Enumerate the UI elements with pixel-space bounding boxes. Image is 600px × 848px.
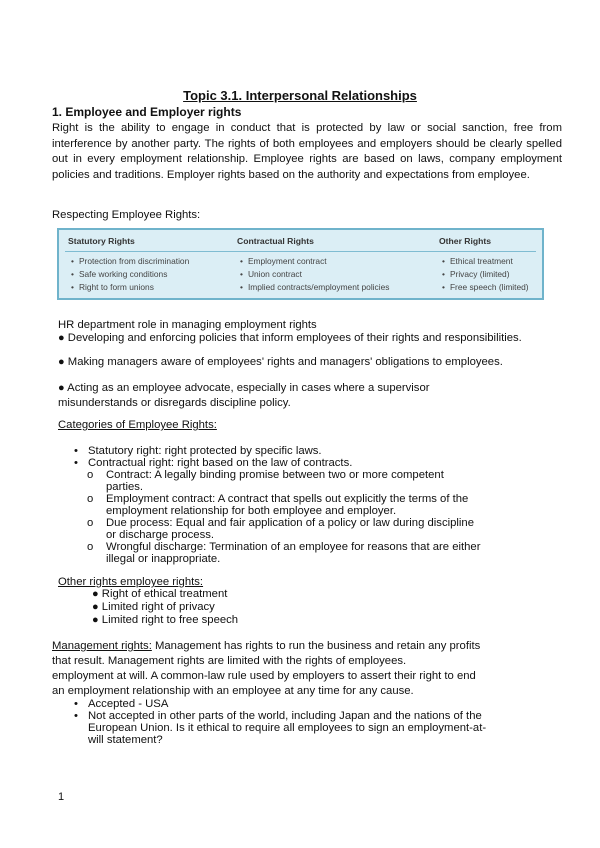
hr-role-item: ● Acting as an employee advocate, especially in cases where a supervisor xyxy=(58,382,430,394)
management-line: that result. Management rights are limited with the rights of employees. xyxy=(52,655,407,667)
hr-role-continuation: misunderstands or disregards discipline policy. xyxy=(58,397,291,409)
bullet-icon: ● xyxy=(92,601,99,613)
management-bullet: • Accepted - USA xyxy=(88,698,168,710)
bullet-icon: ● xyxy=(58,382,65,394)
hr-role-heading: HR department role in managing employment rights xyxy=(58,319,317,331)
category-sub-item: o Due process: Equal and fair application of a policy or law during discipline or discharge process. xyxy=(106,517,566,541)
page-number: 1 xyxy=(58,791,65,803)
table-cell: • Privacy (limited) xyxy=(442,269,510,279)
management-line: an employment relationship with an employee at any time for any cause. xyxy=(52,685,414,697)
page-title: Topic 3.1. Interpersonal Relationships xyxy=(183,88,417,103)
table-header-contractual: Contractual Rights xyxy=(237,236,314,246)
hr-role-item: ● Developing and enforcing policies that inform employees of their rights and responsibilities. xyxy=(58,332,522,344)
other-right-item: ● Limited right of privacy xyxy=(92,601,215,613)
management-line: employment at will. A common-law rule used by employers to assert their right to end xyxy=(52,670,476,682)
table-header-other: Other Rights xyxy=(439,236,492,246)
other-right-item: ● Right of ethical treatment xyxy=(92,588,228,600)
bullet-icon: ● xyxy=(58,332,65,344)
table-cell: • Free speech (limited) xyxy=(442,282,529,292)
section-heading-rights: 1. Employee and Employer rights xyxy=(52,105,242,119)
table-divider xyxy=(65,251,536,252)
categories-heading: Categories of Employee Rights: xyxy=(58,419,217,431)
table-cell: • Ethical treatment xyxy=(442,256,513,266)
rights-table xyxy=(57,228,544,300)
bullet-icon: ● xyxy=(92,588,99,600)
table-cell: • Right to form unions xyxy=(71,282,154,292)
table-header-statutory: Statutory Rights xyxy=(68,236,135,246)
category-sub-item: o Employment contract: A contract that spells out explicitly the terms of the employment relationship for both employee and employer. xyxy=(106,493,566,517)
table-cell: • Protection from discrimination xyxy=(71,256,189,266)
other-rights-heading: Other rights employee rights: xyxy=(58,576,204,588)
management-line: Management rights: Management has rights to run the business and retain any profits xyxy=(52,640,481,652)
table-cell: • Union contract xyxy=(240,269,302,279)
table-cell: • Safe working conditions xyxy=(71,269,167,279)
hr-role-item: ● Making managers aware of employees' rights and managers' obligations to employees. xyxy=(58,356,503,368)
category-contractual: • Contractual right: right based on the law of contracts. xyxy=(88,457,352,469)
management-bullet: • Not accepted in other parts of the world, including Japan and the nations of the European Union. Is it ethical to require all employees to sign an employment-at- will statement? xyxy=(88,710,563,747)
table-cell: • Employment contract xyxy=(240,256,327,266)
respecting-label: Respecting Employee Rights: xyxy=(52,209,201,221)
management-label: Management rights: xyxy=(52,640,152,652)
bullet-icon: ● xyxy=(92,614,99,626)
category-sub-item: o Contract: A legally binding promise between two or more competent parties. xyxy=(106,469,556,493)
rights-paragraph: Right is the ability to engage in conduct that is protected by law or social sanction, free from interference by another party. The rights of both employees and employers should be clearly spelled out in every employment relationship. Employee rights are based on laws, company employment policies and traditions. Employer rights based on the authority and expectations from employee. xyxy=(52,122,562,181)
bullet-icon: ● xyxy=(58,356,65,368)
other-right-item: ● Limited right to free speech xyxy=(92,614,239,626)
category-sub-item: o Wrongful discharge: Termination of an employee for reasons that are either illegal or inappropriate. xyxy=(106,541,566,565)
table-cell: • Implied contracts/employment policies xyxy=(240,282,389,292)
category-statutory: • Statutory right: right protected by specific laws. xyxy=(88,445,322,457)
